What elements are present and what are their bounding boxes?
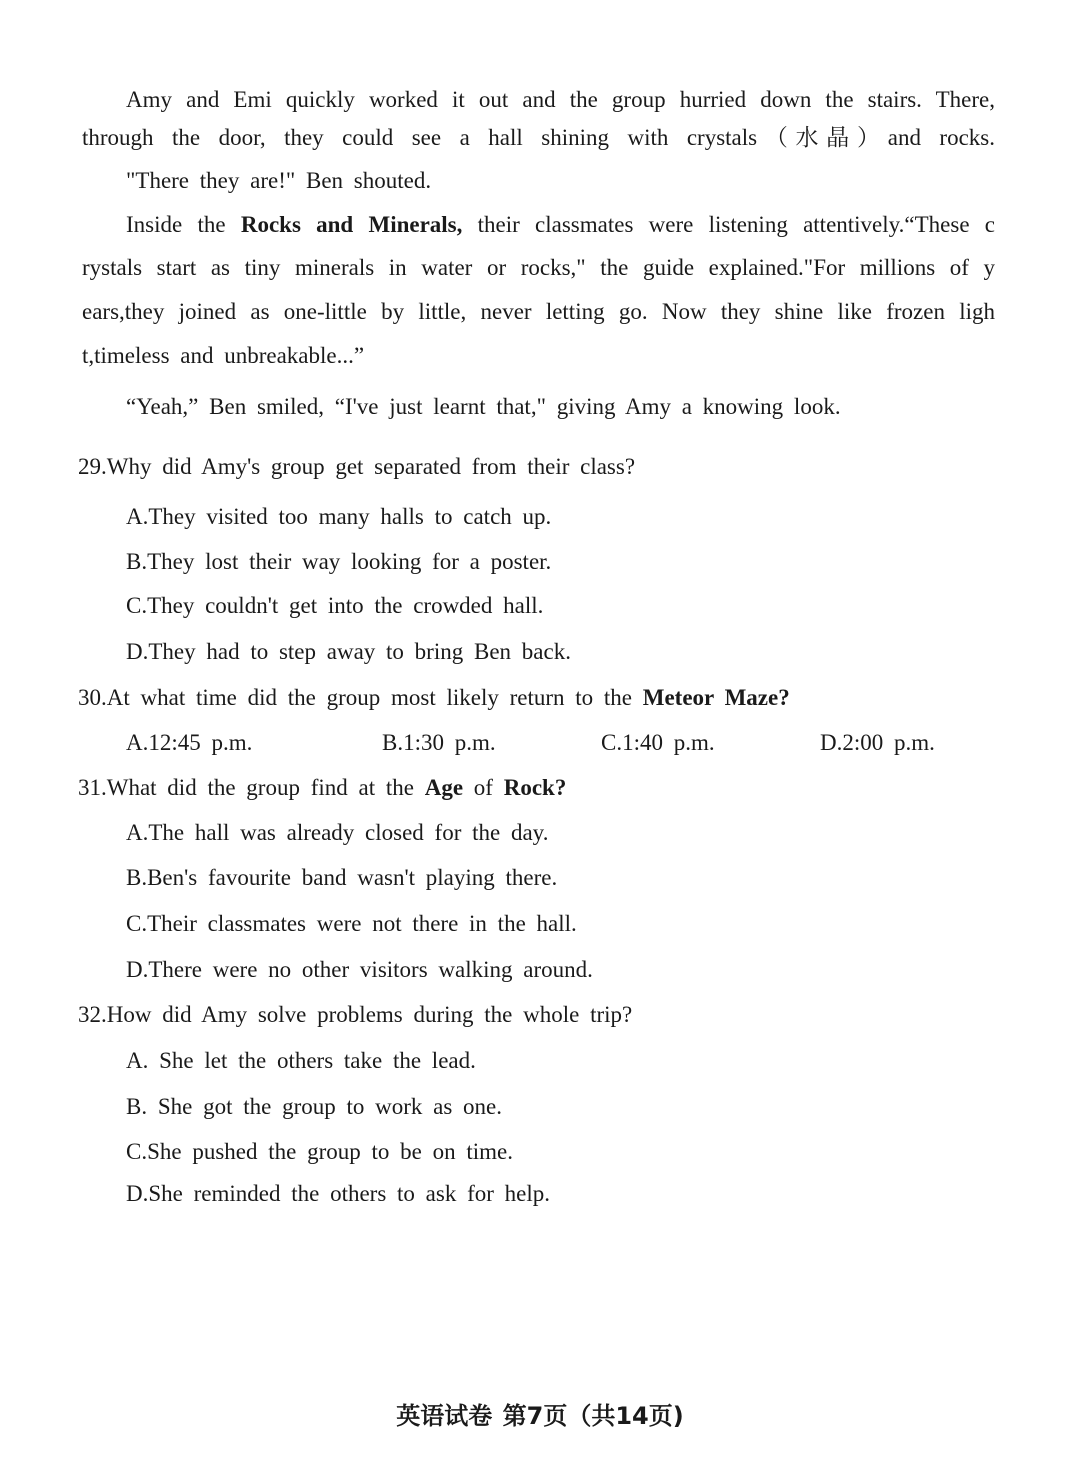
passage-line: ears,they joined as one-little by little, never letting go. Now they shine like frozen ligh <box>82 299 995 324</box>
hall-name-bold: Rock? <box>503 775 567 800</box>
answer-option: C.She pushed the group to be on time. <box>126 1139 513 1164</box>
answer-option: D.She reminded the others to ask for help. <box>126 1181 550 1206</box>
answer-option: B.Ben's favourite band wasn't playing there. <box>126 865 558 890</box>
answer-option: B.1:30 p.m. <box>382 730 496 755</box>
answer-option: B. She got the group to work as one. <box>126 1094 503 1119</box>
passage-line <box>126 210 995 240</box>
question-stem: 32.How did Amy solve problems during the whole trip? <box>78 1002 633 1027</box>
text-run: of <box>463 775 504 800</box>
question-stem <box>78 773 991 803</box>
passage-line: "There they are!" Ben shouted. <box>126 168 432 193</box>
hall-name-bold: Rocks and Minerals, <box>240 212 463 237</box>
passage-line: through the door, they could see a hall shining with crystals（水晶）and rocks. <box>82 125 995 150</box>
text-run: 31.What did the group find at the <box>78 775 425 800</box>
question-stem: 29.Why did Amy's group get separated from their class? <box>78 454 636 479</box>
hall-name-bold: Age <box>424 775 464 800</box>
answer-option: C.1:40 p.m. <box>601 730 715 755</box>
text-run: Inside the <box>126 212 241 237</box>
answer-option: C.Their classmates were not there in the hall. <box>126 911 577 936</box>
answer-option: A.12:45 p.m. <box>126 730 253 755</box>
hall-name-bold: Meteor Maze? <box>642 685 790 710</box>
passage-line: t,timeless and unbreakable...” <box>82 343 365 368</box>
passage-line: Amy and Emi quickly worked it out and the group hurried down the stairs. There, <box>126 87 995 112</box>
answer-option: A.They visited too many halls to catch up. <box>126 504 552 529</box>
text-run: 30.At what time did the group most likely return to the <box>78 685 643 710</box>
passage-line: “Yeah,” Ben smiled, “I've just learnt that," giving Amy a knowing look. <box>126 394 841 419</box>
answer-option: A. She let the others take the lead. <box>126 1048 476 1073</box>
answer-option: D.There were no other visitors walking around. <box>126 957 593 982</box>
answer-option: D.2:00 p.m. <box>820 730 935 755</box>
answer-option: D.They had to step away to bring Ben back. <box>126 639 571 664</box>
answer-option: A.The hall was already closed for the day. <box>126 820 549 845</box>
passage-line: rystals start as tiny minerals in water or rocks," the guide explained."For millions of y <box>82 255 995 280</box>
answer-option: C.They couldn't get into the crowded hall. <box>126 593 544 618</box>
answer-option: B.They lost their way looking for a poster. <box>126 549 552 574</box>
text-run: their classmates were listening attentively.“These c <box>462 212 996 237</box>
page-footer: 英语试卷 第7页（共14页) <box>396 1402 684 1430</box>
question-stem <box>78 683 991 713</box>
